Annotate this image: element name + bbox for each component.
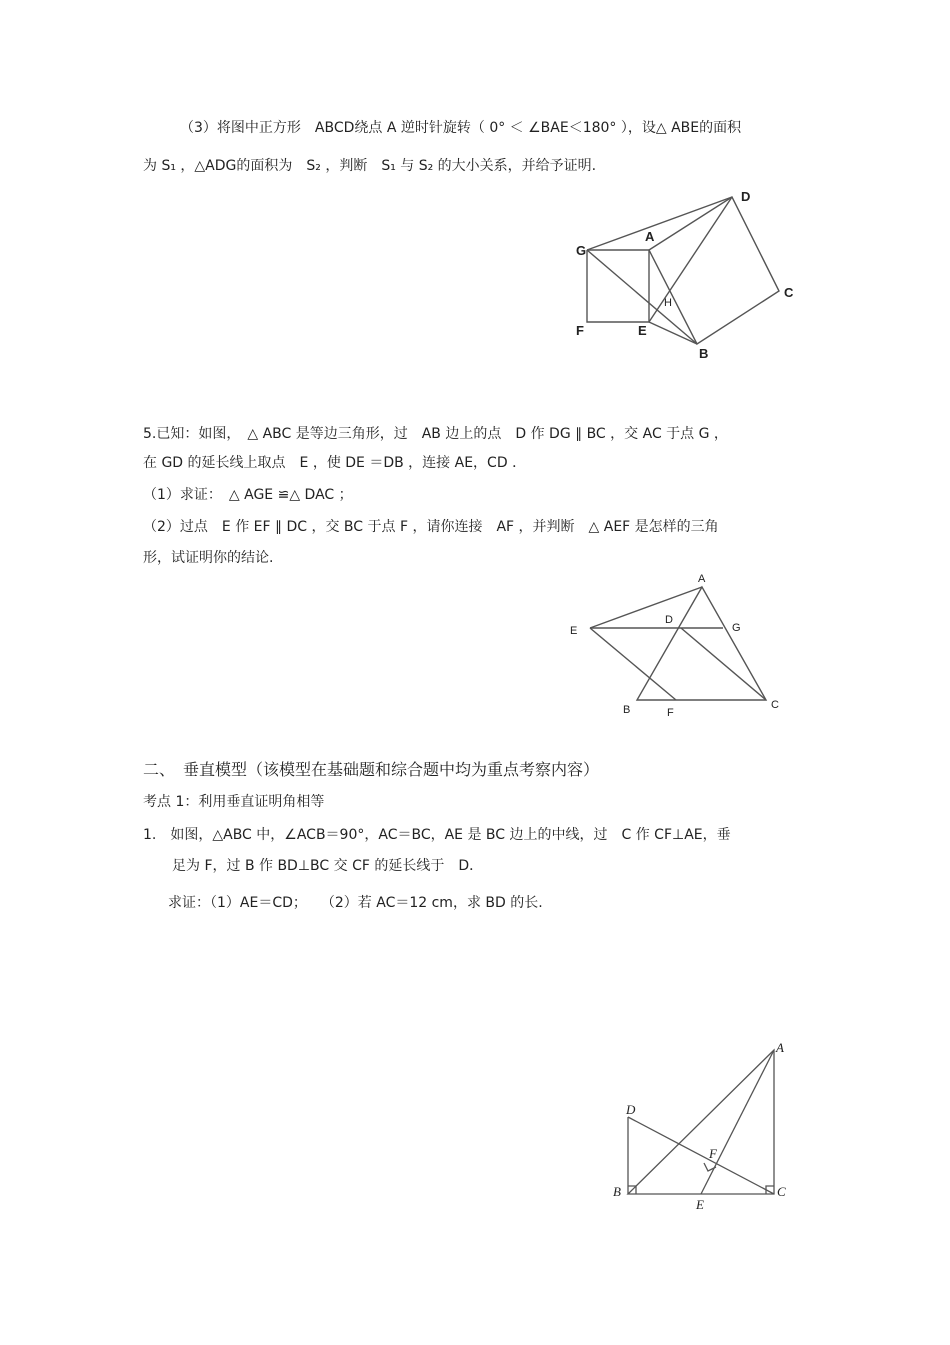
- problem3-line2: 为 S₁ ，△ADG的面积为 S₂ ，判断 S₁ 与 S₂ 的大小关系，并给予证明.: [143, 158, 597, 174]
- label-a: A: [645, 229, 655, 244]
- label-c: C: [777, 1184, 786, 1199]
- problem5-line2: 在 GD 的延长线上取点 E ，使 DE ＝DB ，连接 AE，CD ．: [143, 455, 527, 471]
- label-c: C: [784, 285, 794, 300]
- segment-eb: [649, 322, 697, 344]
- figure-rotated-square: [560, 180, 820, 370]
- label-d: D: [665, 614, 673, 626]
- figure-equilateral-triangle: [560, 565, 790, 725]
- problem3-line1: （3）将图中正方形 ABCD绕点 A 逆时针旋转（ 0° ＜ ∠BAE＜180° ），设△ ABE的面积: [180, 120, 742, 136]
- figure-right-triangle: [605, 1030, 805, 1220]
- label-e: E: [696, 1197, 704, 1212]
- label-b: B: [623, 704, 631, 716]
- label-f: F: [576, 323, 584, 338]
- square-abcd: [649, 197, 779, 344]
- problem5-line5: 形，试证明你的结论.: [143, 550, 274, 566]
- section-heading: 二、 垂直模型（该模型在基础题和综合题中均为重点考察内容）: [143, 760, 600, 779]
- problem5-line3: （1）求证： △ AGE ≌△ DAC ；: [143, 487, 353, 503]
- label-f: F: [667, 707, 674, 719]
- label-d: D: [626, 1102, 636, 1117]
- label-b: B: [613, 1184, 621, 1199]
- label-a: A: [776, 1040, 784, 1055]
- square-gaef: [587, 250, 649, 322]
- problem5-line4: （2）过点 E 作 EF ∥ DC ，交 BC 于点 F ，请你连接 AF ，并判断 △ AEF 是怎样的三角: [143, 519, 719, 535]
- label-e: E: [570, 625, 578, 637]
- segment-ef: [590, 628, 676, 700]
- triangle-abc: [628, 1050, 774, 1194]
- label-g: G: [732, 622, 741, 634]
- segment-ea: [590, 587, 702, 628]
- problem1-line3: 求证：（1）AE＝CD； （2）若 AC＝12 cm，求 BD 的长.: [168, 895, 543, 911]
- label-e: E: [638, 323, 647, 338]
- segment-dc: [628, 1117, 774, 1194]
- label-d: D: [741, 189, 751, 204]
- problem1-line2: 足为 F，过 B 作 BD⊥BC 交 CF 的延长线于 D．: [172, 858, 484, 874]
- segment-dc: [681, 628, 766, 700]
- label-b: B: [699, 346, 709, 361]
- segment-ae: [701, 1050, 774, 1194]
- label-c: C: [771, 699, 779, 711]
- problem5-line1: 5.已知：如图， △ ABC 是等边三角形，过 AB 边上的点 D 作 DG ∥ BC ，交 AC 于点 G ，: [143, 426, 728, 442]
- segment-gd: [587, 197, 732, 250]
- label-a: A: [698, 573, 706, 585]
- kaodian-title: 考点 1：利用垂直证明角相等: [143, 794, 325, 810]
- segment-ed: [649, 197, 732, 322]
- label-f: F: [709, 1146, 717, 1161]
- label-g: G: [576, 243, 587, 258]
- problem1-line1: 1. 如图，△ABC 中，∠ACB＝90°，AC＝BC，AE 是 BC 边上的中线，过 C 作 CF⊥AE，垂: [143, 827, 731, 843]
- label-h: H: [664, 297, 672, 309]
